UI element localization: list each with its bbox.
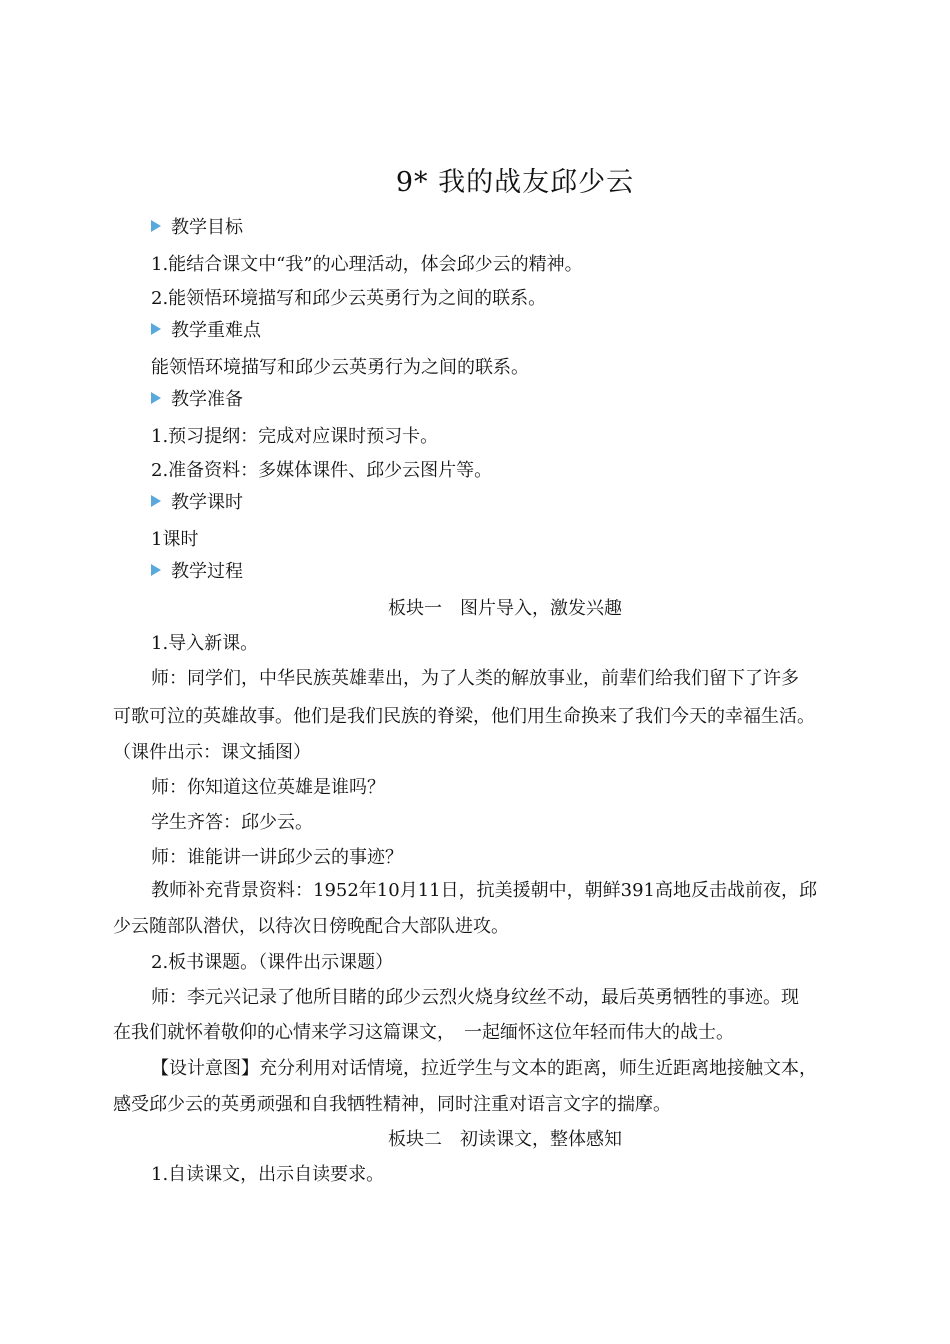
heading-periods: [151, 491, 243, 515]
block-title: 板块二 初读课文，整体感知: [388, 1129, 622, 1150]
step-text: 1.自读课文，出示自读要求。: [151, 1164, 385, 1185]
triangle-right-icon: [151, 220, 161, 232]
paragraph-line: 师：李元兴记录了他所目睹的邱少云烈火烧身纹丝不动，最后英勇牺牲的事迹。现: [151, 987, 799, 1008]
design-intent-line: 【设计意图】充分利用对话情境，拉近学生与文本的距离，师生近距离地接触文本，: [151, 1058, 817, 1079]
paragraph-line: 师：同学们，中华民族英雄辈出，为了人类的解放事业，前辈们给我们留下了许多: [151, 668, 799, 689]
paragraph-line: 在我们就怀着敬仰的心情来学习这篇课文， 一起缅怀这位年轻而伟大的战士。: [113, 1022, 734, 1043]
paragraph-line: 教师补充背景资料：1952年10月11日，抗美援朝中，朝鲜391高地反击战前夜，邱: [151, 880, 817, 901]
paragraph-line: 学生齐答：邱少云。: [151, 812, 313, 833]
heading-text: 教学目标: [171, 217, 243, 238]
heading-text: 教学课时: [171, 492, 243, 513]
heading-preparation: [151, 388, 243, 412]
triangle-right-icon: [151, 323, 161, 335]
paragraph-line: 师：谁能讲一讲邱少云的事迹？: [151, 847, 403, 868]
paragraph-line: 师：你知道这位英雄是谁吗？: [151, 777, 385, 798]
prep-item: 1.预习提纲：完成对应课时预习卡。: [151, 426, 439, 447]
step-text: 1.导入新课。: [151, 633, 259, 654]
heading-process: [151, 560, 243, 584]
block-title: 板块一 图片导入，激发兴趣: [388, 598, 622, 619]
heading-text: 教学重难点: [171, 320, 261, 341]
goal-item: 2.能领悟环境描写和邱少云英勇行为之间的联系。: [151, 288, 547, 309]
step-text: 2.板书课题。（课件出示课题）: [151, 952, 394, 973]
prep-item: 2.准备资料：多媒体课件、邱少云图片等。: [151, 460, 493, 481]
goal-item: 1.能结合课文中“我”的心理活动，体会邱少云的精神。: [151, 254, 583, 275]
paragraph-line: 少云随部队潜伏，以待次日傍晚配合大部队进攻。: [113, 916, 509, 937]
heading-key-points: [151, 319, 261, 343]
heading-text: 教学准备: [171, 389, 243, 410]
paragraph-line: 可歌可泣的英雄故事。他们是我们民族的脊梁，他们用生命换来了我们今天的幸福生活。: [113, 706, 815, 727]
triangle-right-icon: [151, 495, 161, 507]
design-intent-line: 感受邱少云的英勇顽强和自我牺牲精神，同时注重对语言文字的揣摩。: [113, 1094, 671, 1115]
heading-goals: [151, 216, 243, 240]
triangle-right-icon: [151, 564, 161, 576]
paragraph-line: （课件出示：课文插图）: [113, 742, 311, 763]
period-text: 1课时: [151, 529, 199, 550]
lesson-title: 9* 我的战友邱少云: [395, 167, 635, 198]
heading-text: 教学过程: [171, 561, 243, 582]
triangle-right-icon: [151, 392, 161, 404]
key-point-text: 能领悟环境描写和邱少云英勇行为之间的联系。: [151, 357, 529, 378]
